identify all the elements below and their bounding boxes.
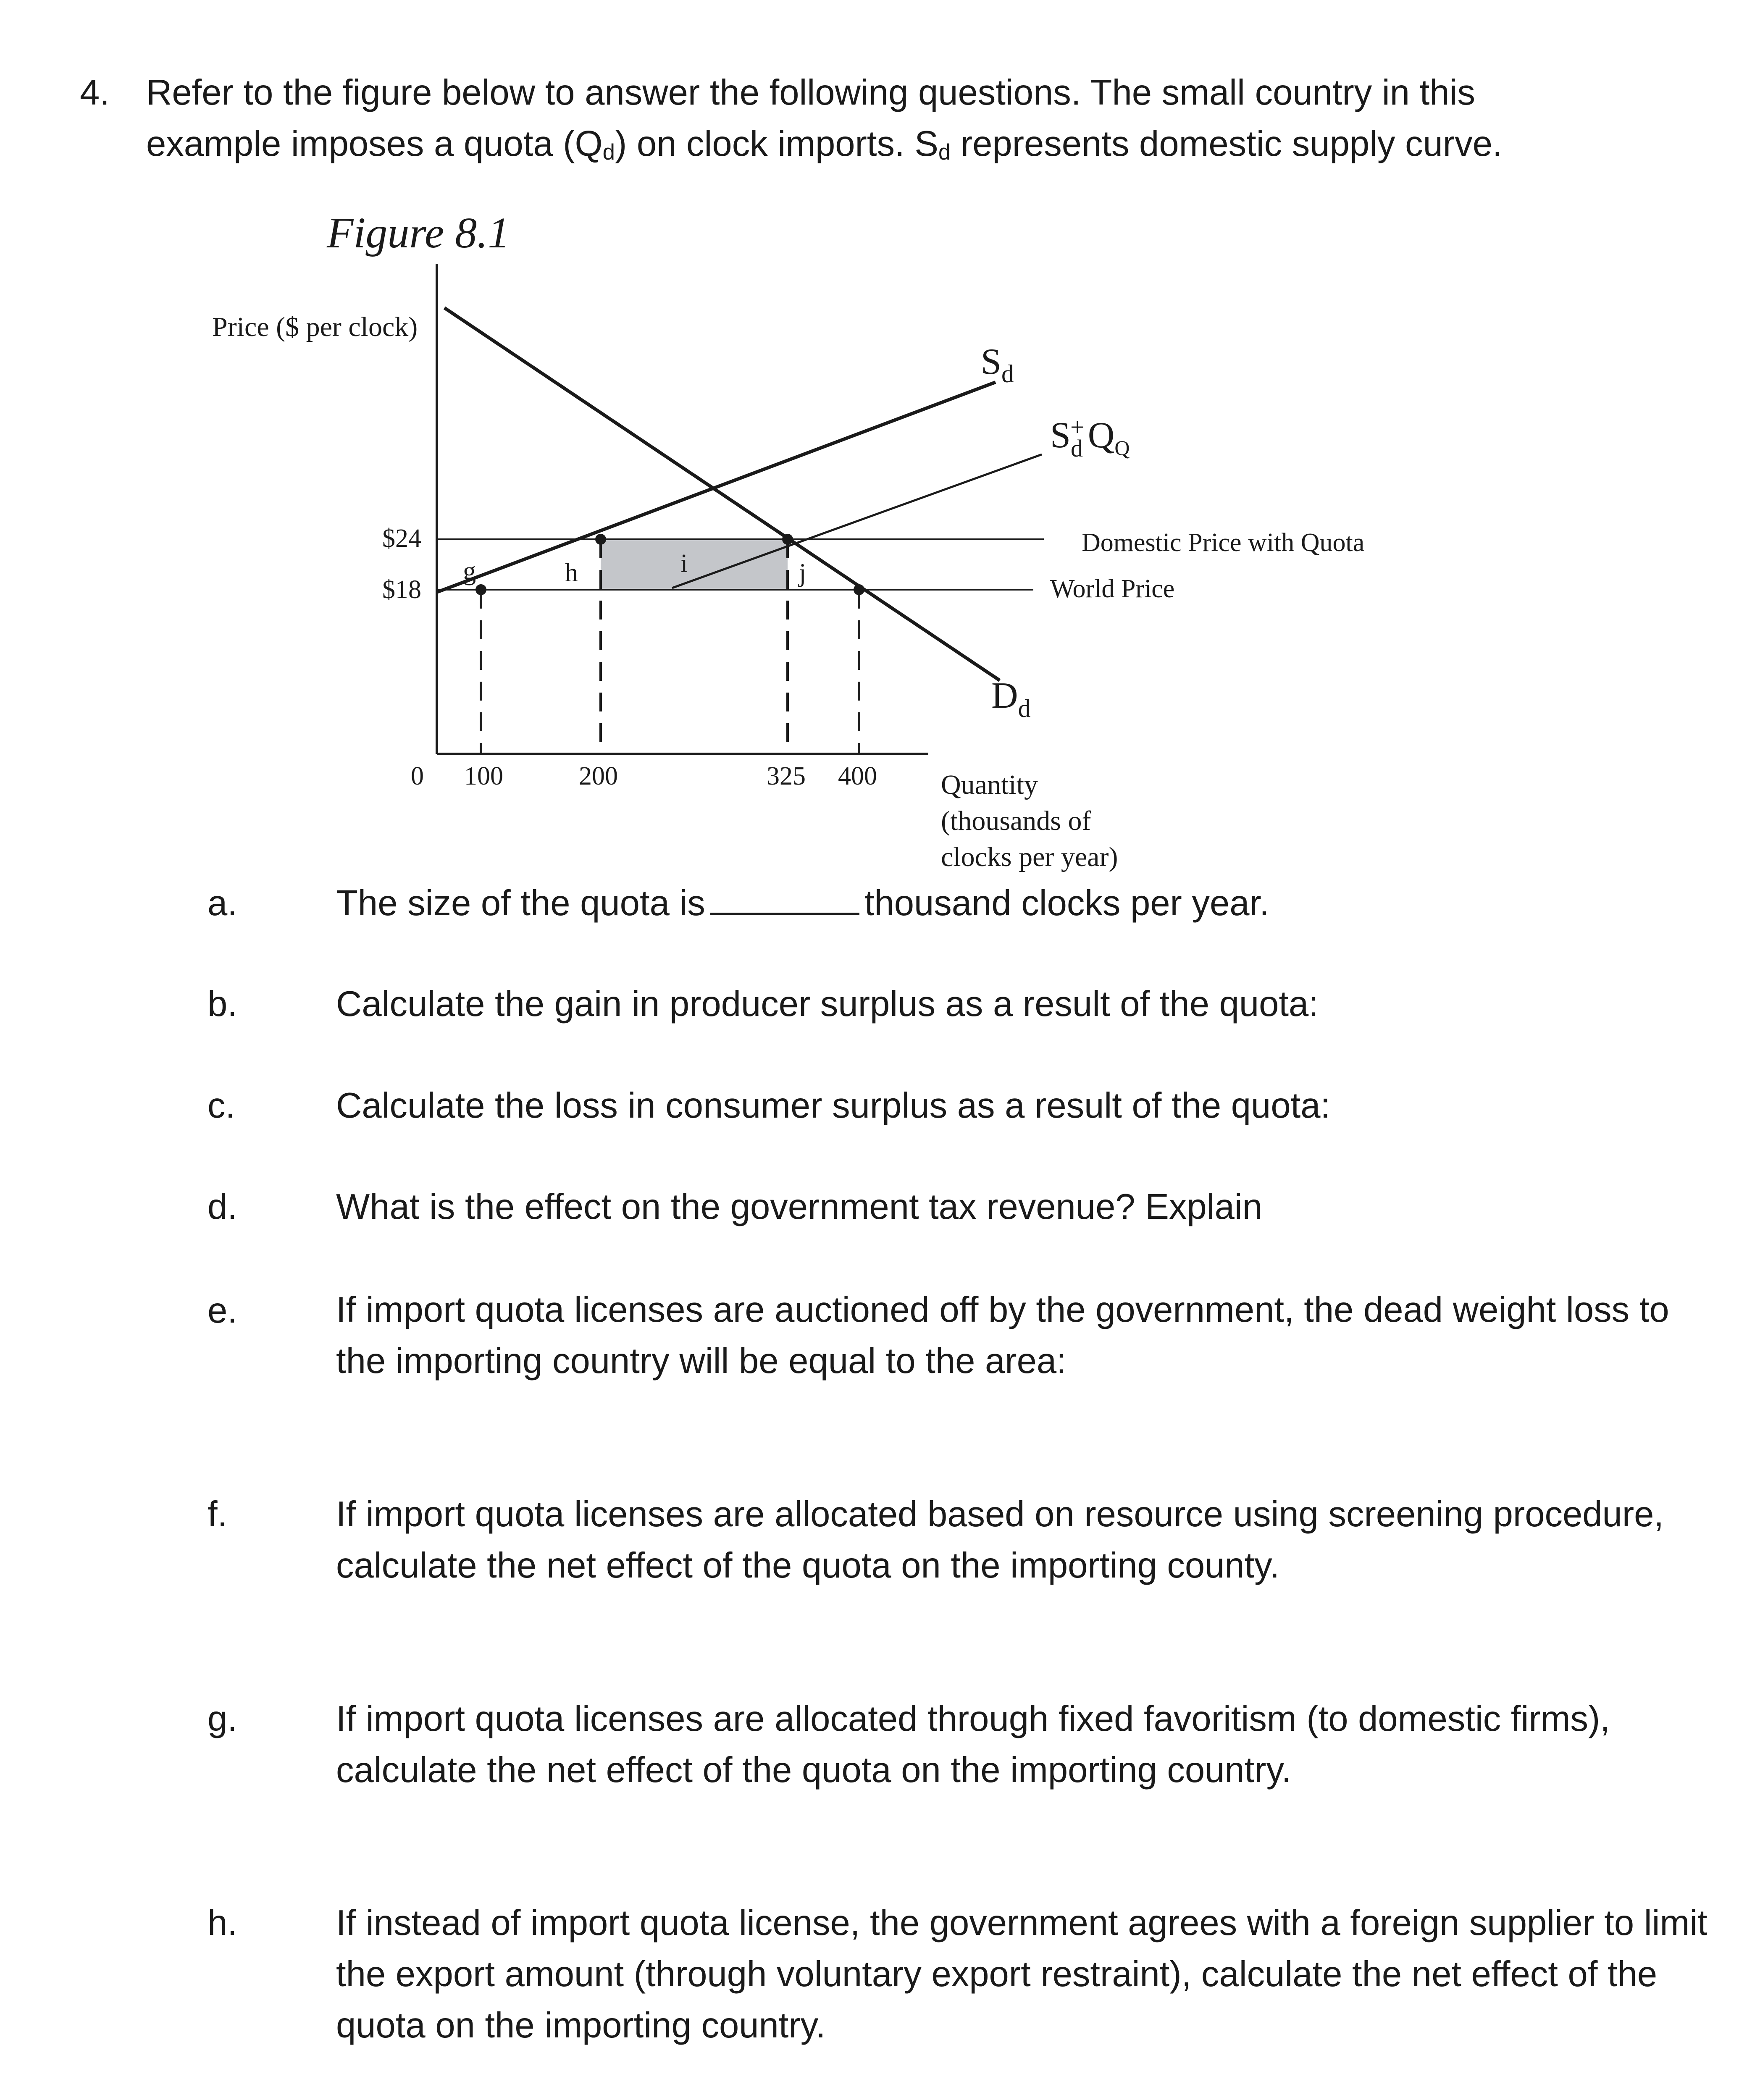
world-price-label: World Price xyxy=(1050,575,1175,603)
question-line-2-a: example imposes a quota (Q xyxy=(146,124,603,164)
curve-label-sd-sub: d xyxy=(1001,360,1014,388)
item-e-text: If import quota licenses are auctioned off by the government, the dead weight loss to the importing country will be equal to the area: xyxy=(336,1290,1669,1381)
x-axis-label-3: clocks per year) xyxy=(941,842,1118,872)
item-e-letter: e. xyxy=(208,1291,237,1331)
point-dd-world xyxy=(854,584,864,595)
supply-plus-quota-curve xyxy=(672,454,1042,588)
point-sd-quota xyxy=(595,534,606,545)
area-label-h: h xyxy=(565,559,578,587)
domestic-price-label: Domestic Price with Quota xyxy=(1082,528,1365,557)
item-f-letter: f. xyxy=(208,1494,228,1534)
question-line-2-sub1: d xyxy=(602,140,615,165)
qty-label-400: 400 xyxy=(838,762,877,790)
question-line-2-b: ) on clock imports. S xyxy=(615,124,938,164)
shaded-area-i xyxy=(601,539,788,590)
curve-label-sdq-q: Q xyxy=(1088,415,1115,456)
qty-label-325: 325 xyxy=(767,762,806,790)
y-axis-label: Price ($ per clock) xyxy=(212,312,418,342)
item-a-text xyxy=(336,878,1269,929)
curve-label-dd-sub: d xyxy=(1018,695,1031,722)
curve-label-sd-main: S xyxy=(981,341,1001,382)
area-label-i: i xyxy=(680,549,688,578)
point-sd-world xyxy=(475,584,486,595)
item-c-text: Calculate the loss in consumer surplus as a result of the quota: xyxy=(336,1086,1331,1126)
curve-label-dd-main: D xyxy=(991,675,1018,716)
point-equilibrium-quota xyxy=(782,534,793,545)
curve-label-sdq-sub: d xyxy=(1070,435,1083,462)
item-a-text-before: The size of the quota is xyxy=(336,883,705,923)
demand-curve-dd xyxy=(444,308,1000,680)
price-label-18: $18 xyxy=(382,575,421,604)
item-c-letter: c. xyxy=(208,1086,236,1126)
item-b-letter: b. xyxy=(208,984,237,1024)
item-h-text: If instead of import quota license, the government agrees with a foreign supplier to limit the export amount (through voluntary export restraint), calculate the net effect of the quota on the importing country. xyxy=(336,1903,1707,2045)
question-line-2-c: represents domestic supply curve. xyxy=(951,124,1503,164)
figure-title: Figure 8.1 xyxy=(327,209,510,257)
qty-label-100: 100 xyxy=(464,762,503,790)
item-d-text: What is the effect on the government tax revenue? Explain xyxy=(336,1187,1263,1227)
quota-size-blank[interactable] xyxy=(710,883,859,915)
curve-label-sd xyxy=(981,341,1014,388)
item-h-letter: h. xyxy=(208,1903,237,1943)
x-axis-label-1: Quantity xyxy=(941,769,1038,800)
curve-label-sdq-qsub: Q xyxy=(1114,436,1130,459)
qty-label-0: 0 xyxy=(411,762,424,790)
question-number: 4. xyxy=(80,73,110,113)
question-line-2-sub2: d xyxy=(938,140,951,165)
curve-label-sdq-plus: + xyxy=(1070,413,1085,441)
area-label-g: g xyxy=(463,557,476,585)
item-g-text: If import quota licenses are allocated through fixed favoritism (to domestic firms), calculate the net effect of the quota on the importing country. xyxy=(336,1699,1610,1790)
curve-label-sd-plus-q xyxy=(1050,413,1130,462)
item-b-text: Calculate the gain in producer surplus as a result of the quota: xyxy=(336,984,1319,1024)
item-f-text: If import quota licenses are allocated based on resource using screening procedure, calculate the net effect of the quota on the importing county. xyxy=(336,1494,1664,1586)
curve-label-sdq-main: S xyxy=(1050,415,1071,456)
question-line-1: Refer to the figure below to answer the following questions. The small country in this xyxy=(146,73,1475,113)
item-a-letter: a. xyxy=(208,883,237,923)
area-label-j: j xyxy=(799,559,806,587)
item-a-text-after: thousand clocks per year. xyxy=(864,883,1269,923)
x-axis-label-2: (thousands of xyxy=(941,806,1091,836)
curve-label-dd xyxy=(991,675,1031,722)
figure-8-1-chart xyxy=(0,0,1739,924)
item-g-letter: g. xyxy=(208,1699,237,1739)
qty-label-200: 200 xyxy=(579,762,618,790)
item-d-letter: d. xyxy=(208,1187,237,1227)
price-label-24: $24 xyxy=(382,524,421,553)
